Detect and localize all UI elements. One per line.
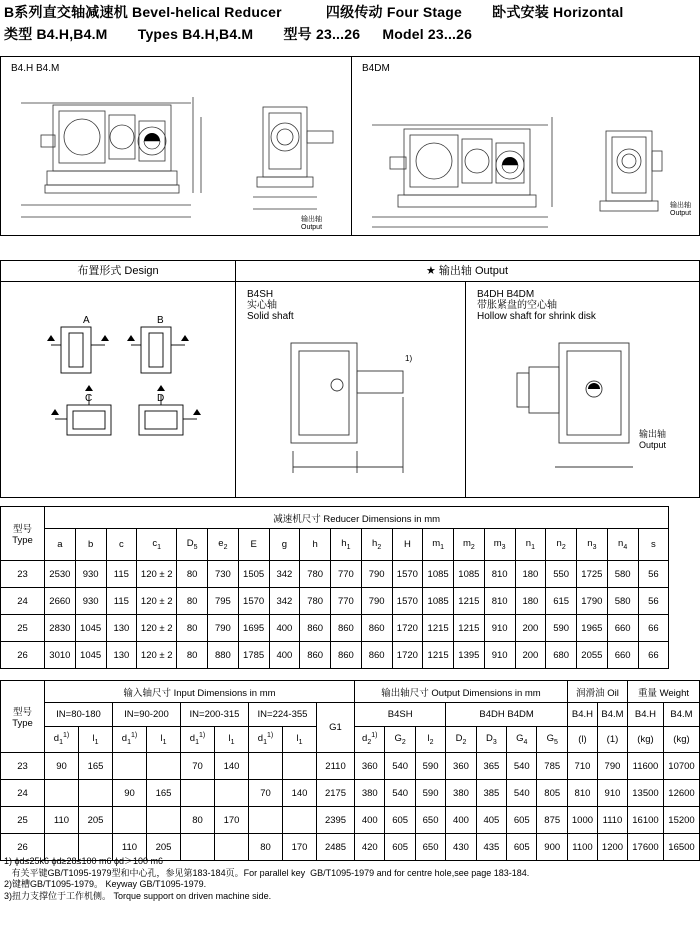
t2-cell: 17600 — [627, 834, 663, 861]
t1-cell: 1725 — [577, 561, 608, 588]
t1-cell: 400 — [269, 642, 300, 669]
t1-cell: 180 — [515, 588, 546, 615]
t1-cell: 810 — [484, 588, 515, 615]
t1-cell: 130 — [106, 615, 137, 642]
t2-range-2: IN=90-200 — [113, 703, 181, 727]
drawing-label-b4h: B4.H B4.M — [11, 63, 60, 74]
t2-cell: 165 — [147, 780, 181, 807]
t2-cell: 170 — [215, 807, 249, 834]
t2-cell — [249, 807, 283, 834]
drawing-panel-b4h — [0, 56, 352, 236]
title-en-3: Horizontal — [553, 4, 624, 20]
t1-col-header: $m_2$ — [454, 529, 485, 561]
t1-cell: 790 — [208, 615, 239, 642]
t1-cell: 26 — [1, 642, 45, 669]
t2-cell: 24 — [1, 780, 45, 807]
t2-cell: 23 — [1, 753, 45, 780]
t2-cell — [79, 780, 113, 807]
reducer-drawing-b4h — [1, 57, 351, 235]
t2-oil-col-2: B4.M — [597, 703, 627, 727]
t1-cell: 1965 — [577, 615, 608, 642]
design-label-d: D — [157, 393, 165, 404]
t1-col-header: $h_1$ — [331, 529, 362, 561]
hollow-output-en: Output — [639, 440, 667, 450]
t2-weight-col-1: B4.H — [627, 703, 663, 727]
t2-cell: 205 — [79, 807, 113, 834]
note-1b: 有关平键GB/T1095-1979型和中心孔，参见第183-184页。For parallel key GB/T1095-1979 and for centre hole,see page 183-184. — [4, 867, 530, 878]
t1-cell: 56 — [638, 561, 669, 588]
t1-cell: 790 — [361, 561, 392, 588]
t1-cell: 130 — [106, 642, 137, 669]
t2-cell: 1100 — [567, 834, 597, 861]
output-cn-left: 输出轴 — [301, 216, 322, 223]
t2-cell — [45, 780, 79, 807]
title-line-1 — [4, 2, 624, 22]
type-cn: 类型 — [4, 26, 33, 42]
t2-weight-title: 重量 Weight — [627, 681, 699, 703]
model-en: Model 23...26 — [382, 26, 473, 42]
t1-type-en: Type — [12, 535, 33, 546]
t2-cell: 2175 — [317, 780, 355, 807]
t2-cell: 540 — [507, 753, 537, 780]
t1-cell: 1720 — [392, 615, 423, 642]
t2-cell: 10700 — [663, 753, 699, 780]
t1-cell: 590 — [546, 615, 577, 642]
model-range: 23...26 — [315, 26, 361, 42]
t2-g1: G1 — [317, 703, 355, 753]
t1-col-header: $m_1$ — [423, 529, 454, 561]
t1-cell: 1085 — [423, 561, 454, 588]
t1-row — [1, 615, 700, 642]
t2-cell: 810 — [567, 780, 597, 807]
t2-cell: 605 — [385, 834, 415, 861]
t1-col-header: s — [638, 529, 669, 561]
t1-cell: 770 — [331, 588, 362, 615]
t1-cell: 120 ± 2 — [137, 588, 177, 615]
t1-cell: 860 — [300, 642, 331, 669]
t2-cell: 540 — [385, 753, 415, 780]
t1-cell: 115 — [106, 588, 137, 615]
t1-col-header: h — [300, 529, 331, 561]
t2-cell: 2395 — [317, 807, 355, 834]
t2-unit-2: (1) — [597, 727, 627, 753]
t1-cell: 400 — [269, 615, 300, 642]
t2-range-3: IN=200-315 — [181, 703, 249, 727]
t2-cell: 360 — [446, 753, 476, 780]
t2-weight-col-2: B4.M — [663, 703, 699, 727]
t1-cell: 795 — [208, 588, 239, 615]
t1-col-header: $c_1$ — [137, 529, 177, 561]
t2-cell: 360 — [355, 753, 385, 780]
t2-oil-title: 润滑油 Oil — [567, 681, 627, 703]
output-divider — [465, 281, 466, 497]
t1-cell: 1790 — [577, 588, 608, 615]
design-label-a: A — [83, 315, 90, 326]
t2-cell — [283, 753, 317, 780]
t1-cell: 23 — [1, 561, 45, 588]
output-en-left: Output — [301, 224, 323, 231]
hollow-en: Hollow shaft for shrink disk — [477, 311, 596, 322]
design-title: 布置形式 Design — [1, 261, 236, 282]
t2-cell: 605 — [507, 807, 537, 834]
t2-cell: 2110 — [317, 753, 355, 780]
t2-row — [1, 807, 700, 834]
note-marker: 1) — [405, 354, 413, 363]
solid-shaft-drawing — [237, 327, 463, 497]
t2-cell: 80 — [249, 834, 283, 861]
t2-cell — [147, 753, 181, 780]
title-cn-2: 四级传动 — [325, 4, 383, 20]
t1-cell: 2830 — [45, 615, 76, 642]
t2-input-title: 输入轴尺寸 Input Dimensions in mm — [45, 681, 355, 703]
t1-cell: 342 — [269, 588, 300, 615]
t2-cell: 385 — [476, 780, 506, 807]
t1-cell: 910 — [484, 615, 515, 642]
t1-col-header: c — [106, 529, 137, 561]
t1-cell: 660 — [607, 642, 638, 669]
t2-cell: 380 — [355, 780, 385, 807]
t1-cell: 810 — [484, 561, 515, 588]
design-arrangements — [1, 283, 233, 497]
t2-cell: 400 — [446, 807, 476, 834]
t1-cell: 66 — [638, 615, 669, 642]
hollow-cn: 带胀紧盘的空心轴 — [477, 300, 557, 311]
note-3: 3)扭力支撑位于工作机侧。 Torque support on driven machine side. — [4, 890, 272, 901]
t1-cell: 2530 — [45, 561, 76, 588]
t1-col-header: $n_4$ — [607, 529, 638, 561]
t2-cell: 70 — [181, 753, 215, 780]
t2-cell: 15200 — [663, 807, 699, 834]
types-en: Types B4.H,B4.M — [137, 26, 254, 42]
t2-cell: 650 — [415, 834, 445, 861]
t1-cell: 80 — [177, 561, 208, 588]
t2-unit-1: (l) — [567, 727, 597, 753]
t2-range-4: IN=224-355 — [249, 703, 317, 727]
t2-cell: 80 — [181, 807, 215, 834]
t1-cell: 780 — [300, 588, 331, 615]
t2-cell: 16100 — [627, 807, 663, 834]
t2-cell: 16500 — [663, 834, 699, 861]
design-label-b: B — [157, 315, 164, 326]
t1-col-header: $n_2$ — [546, 529, 577, 561]
t1-cell: 680 — [546, 642, 577, 669]
t1-cell: 580 — [607, 561, 638, 588]
t2-cell: 910 — [597, 780, 627, 807]
note-2: 2)键槽GB/T1095-1979。 Keyway GB/T1095-1979. — [4, 879, 207, 889]
t1-cell: 1045 — [75, 615, 106, 642]
t2-cell: 205 — [147, 834, 181, 861]
solid-cn: 实心轴 — [247, 300, 277, 311]
t2-cell: 605 — [385, 807, 415, 834]
solid-code: B4SH — [247, 289, 274, 300]
t1-cell: 780 — [300, 561, 331, 588]
t2-cell: 590 — [415, 780, 445, 807]
t1-cell: 660 — [607, 615, 638, 642]
t2-cell: 140 — [215, 753, 249, 780]
t1-cell: 120 ± 2 — [137, 615, 177, 642]
t1-cell: 342 — [269, 561, 300, 588]
t2-cell: 165 — [79, 753, 113, 780]
t2-cell: 90 — [45, 753, 79, 780]
t2-output-title: 输出轴尺寸 Output Dimensions in mm — [355, 681, 568, 703]
t2-cell: 26 — [1, 834, 45, 861]
t2-cell: 90 — [113, 780, 147, 807]
t2-unit-3: (kg) — [627, 727, 663, 753]
model-cn: 型号 — [283, 26, 312, 42]
drawing-panel-b4dm — [352, 56, 700, 236]
t2-cell: 2485 — [317, 834, 355, 861]
t1-cell: 1505 — [238, 561, 269, 588]
t2-b4sh: B4SH — [355, 703, 446, 727]
t1-col-header: $e_2$ — [208, 529, 239, 561]
t2-b4dh: B4DH B4DM — [446, 703, 568, 727]
t1-cell: 180 — [515, 561, 546, 588]
t2-cell — [113, 807, 147, 834]
t2-cell: 110 — [113, 834, 147, 861]
t1-cell: 860 — [300, 615, 331, 642]
title-cn-3: 卧式安装 — [492, 4, 549, 20]
t2-cell: 790 — [597, 753, 627, 780]
t1-row — [1, 642, 700, 669]
t1-col-header: H — [392, 529, 423, 561]
t1-cell: 860 — [361, 615, 392, 642]
t2-cell: 435 — [476, 834, 506, 861]
t2-oil-col-1: B4.H — [567, 703, 597, 727]
design-label-c: C — [85, 393, 93, 404]
solid-shaft-label — [247, 289, 294, 322]
t1-col-header: $h_2$ — [361, 529, 392, 561]
reducer-drawing-b4dm — [352, 57, 698, 235]
note-1: 1) ϕd≤25k6 ϕd≥28≤100 m6 ϕd＞100 m6 — [4, 856, 164, 866]
t1-cell: 2055 — [577, 642, 608, 669]
t1-cell: 580 — [607, 588, 638, 615]
t1-cell: 1695 — [238, 615, 269, 642]
t2-cell: 540 — [385, 780, 415, 807]
t1-cell: 2660 — [45, 588, 76, 615]
t2-cell: 540 — [507, 780, 537, 807]
t2-cell: 710 — [567, 753, 597, 780]
t2-cell: 430 — [446, 834, 476, 861]
t1-cell: 1785 — [238, 642, 269, 669]
t1-col-header: $n_1$ — [515, 529, 546, 561]
t1-cell: 930 — [75, 588, 106, 615]
t2-cell: 70 — [249, 780, 283, 807]
t1-cell: 1215 — [454, 615, 485, 642]
t1-cell: 25 — [1, 615, 45, 642]
t1-cell: 1215 — [423, 615, 454, 642]
t1-cell: 1215 — [454, 588, 485, 615]
t2-sub-header: $d_1^{1)}$ $l_1$ $d_1^{1)}$ $l_1$ $d_1^{1)}$ $l_1$ $d_1^{1)}$ $l_1$ $d_2^{1)}$ $G_2$ $l_2$ $D_2$ $D_3$ $G_4$ $G_5$ (l) (1) (kg) (kg) — [1, 727, 700, 753]
solid-en: Solid shaft — [247, 311, 294, 322]
t2-range-1: IN=80-180 — [45, 703, 113, 727]
t2-cell: 650 — [415, 807, 445, 834]
t1-col-header: $m_3$ — [484, 529, 515, 561]
hollow-shaft-label — [477, 289, 596, 322]
t2-cell — [283, 807, 317, 834]
t2-row — [1, 753, 700, 780]
t2-cell: 170 — [283, 834, 317, 861]
t1-cell: 80 — [177, 588, 208, 615]
t1-cell: 615 — [546, 588, 577, 615]
t1-cell: 910 — [484, 642, 515, 669]
t1-cell: 1085 — [454, 561, 485, 588]
t2-cell: 365 — [476, 753, 506, 780]
t1-cell: 80 — [177, 642, 208, 669]
t2-cell: 400 — [355, 807, 385, 834]
t2-cell: 380 — [446, 780, 476, 807]
footnotes — [4, 856, 529, 902]
t2-cell — [249, 753, 283, 780]
t1-cell: 1395 — [454, 642, 485, 669]
t1-cell: 730 — [208, 561, 239, 588]
t1-cell: 880 — [208, 642, 239, 669]
t2-cell: 13500 — [627, 780, 663, 807]
t1-cell: 1570 — [238, 588, 269, 615]
t1-col-header: E — [238, 529, 269, 561]
t1-cell: 56 — [638, 588, 669, 615]
t2-cell: 875 — [537, 807, 567, 834]
t2-unit-4: (kg) — [663, 727, 699, 753]
t1-cell: 66 — [638, 642, 669, 669]
t1-cell: 120 ± 2 — [137, 642, 177, 669]
t1-cell: 930 — [75, 561, 106, 588]
t2-type-header — [1, 681, 45, 753]
t2-cell — [147, 807, 181, 834]
t2-cell: 1110 — [597, 807, 627, 834]
t1-col-header: $D_5$ — [177, 529, 208, 561]
t2-cell: 590 — [415, 753, 445, 780]
t1-cell: 860 — [361, 642, 392, 669]
t2-cell: 405 — [476, 807, 506, 834]
t2-cell: 25 — [1, 807, 45, 834]
output-title: ★ 输出轴 Output — [235, 261, 699, 282]
t1-col-header: b — [75, 529, 106, 561]
output-cn-right: 输出轴 — [670, 202, 691, 209]
t2-cell: 1200 — [597, 834, 627, 861]
title-cn-1: B系列直交轴减速机 — [4, 4, 128, 20]
t2-row — [1, 780, 700, 807]
t1-title: 减速机尺寸 Reducer Dimensions in mm — [45, 507, 669, 529]
t1-row — [1, 588, 700, 615]
t1-col-header: g — [269, 529, 300, 561]
design-divider — [235, 261, 236, 497]
t2-type-en: Type — [12, 718, 33, 729]
t1-cell: 1215 — [423, 642, 454, 669]
t1-cell: 1570 — [392, 561, 423, 588]
t2-cell: 785 — [537, 753, 567, 780]
output-en-right: Output — [670, 210, 692, 217]
hollow-shaft-drawing — [467, 327, 699, 497]
title-line-2 — [4, 24, 472, 44]
hollow-code: B4DH B4DM — [477, 289, 535, 300]
t2-cell: 900 — [537, 834, 567, 861]
t1-cell: 790 — [361, 588, 392, 615]
t2-cell — [215, 780, 249, 807]
t1-type-cn: 型号 — [12, 524, 32, 535]
t2-cell: 11600 — [627, 753, 663, 780]
t1-cell: 770 — [331, 561, 362, 588]
t1-type-header — [1, 507, 45, 561]
t1-cell: 200 — [515, 642, 546, 669]
t2-cell — [181, 780, 215, 807]
t1-cell: 860 — [331, 615, 362, 642]
t2-cell: 1000 — [567, 807, 597, 834]
hollow-output-cn: 输出轴 — [639, 429, 667, 439]
t2-type-cn: 型号 — [12, 707, 32, 718]
t2-cell: 605 — [507, 834, 537, 861]
t2-cell: 12600 — [663, 780, 699, 807]
t2-cell: 805 — [537, 780, 567, 807]
title-en-2: Four Stage — [386, 4, 462, 20]
t1-col-header: $n_3$ — [577, 529, 608, 561]
t2-cell: 140 — [283, 780, 317, 807]
t1-cell: 24 — [1, 588, 45, 615]
t1-cell: 550 — [546, 561, 577, 588]
t2-cell: 420 — [355, 834, 385, 861]
design-output-panel — [0, 260, 700, 498]
t1-cell: 1720 — [392, 642, 423, 669]
drawing-label-b4dm: B4DM — [362, 63, 390, 74]
t1-cell: 3010 — [45, 642, 76, 669]
t1-cell: 120 ± 2 — [137, 561, 177, 588]
t1-cell: 80 — [177, 615, 208, 642]
io-dimensions-table — [0, 680, 700, 861]
t1-cell: 1570 — [392, 588, 423, 615]
t1-col-header: a — [45, 529, 76, 561]
t1-row — [1, 561, 700, 588]
t2-cell: 110 — [45, 807, 79, 834]
t2-cell — [113, 753, 147, 780]
reducer-dimensions-table — [0, 506, 700, 669]
t1-cell: 200 — [515, 615, 546, 642]
t1-cell: 1085 — [423, 588, 454, 615]
title-en-1: Bevel-helical Reducer — [132, 4, 282, 20]
t1-cell: 860 — [331, 642, 362, 669]
t1-cell: 115 — [106, 561, 137, 588]
type-code: B4.H,B4.M — [36, 26, 108, 42]
t1-cell: 1045 — [75, 642, 106, 669]
